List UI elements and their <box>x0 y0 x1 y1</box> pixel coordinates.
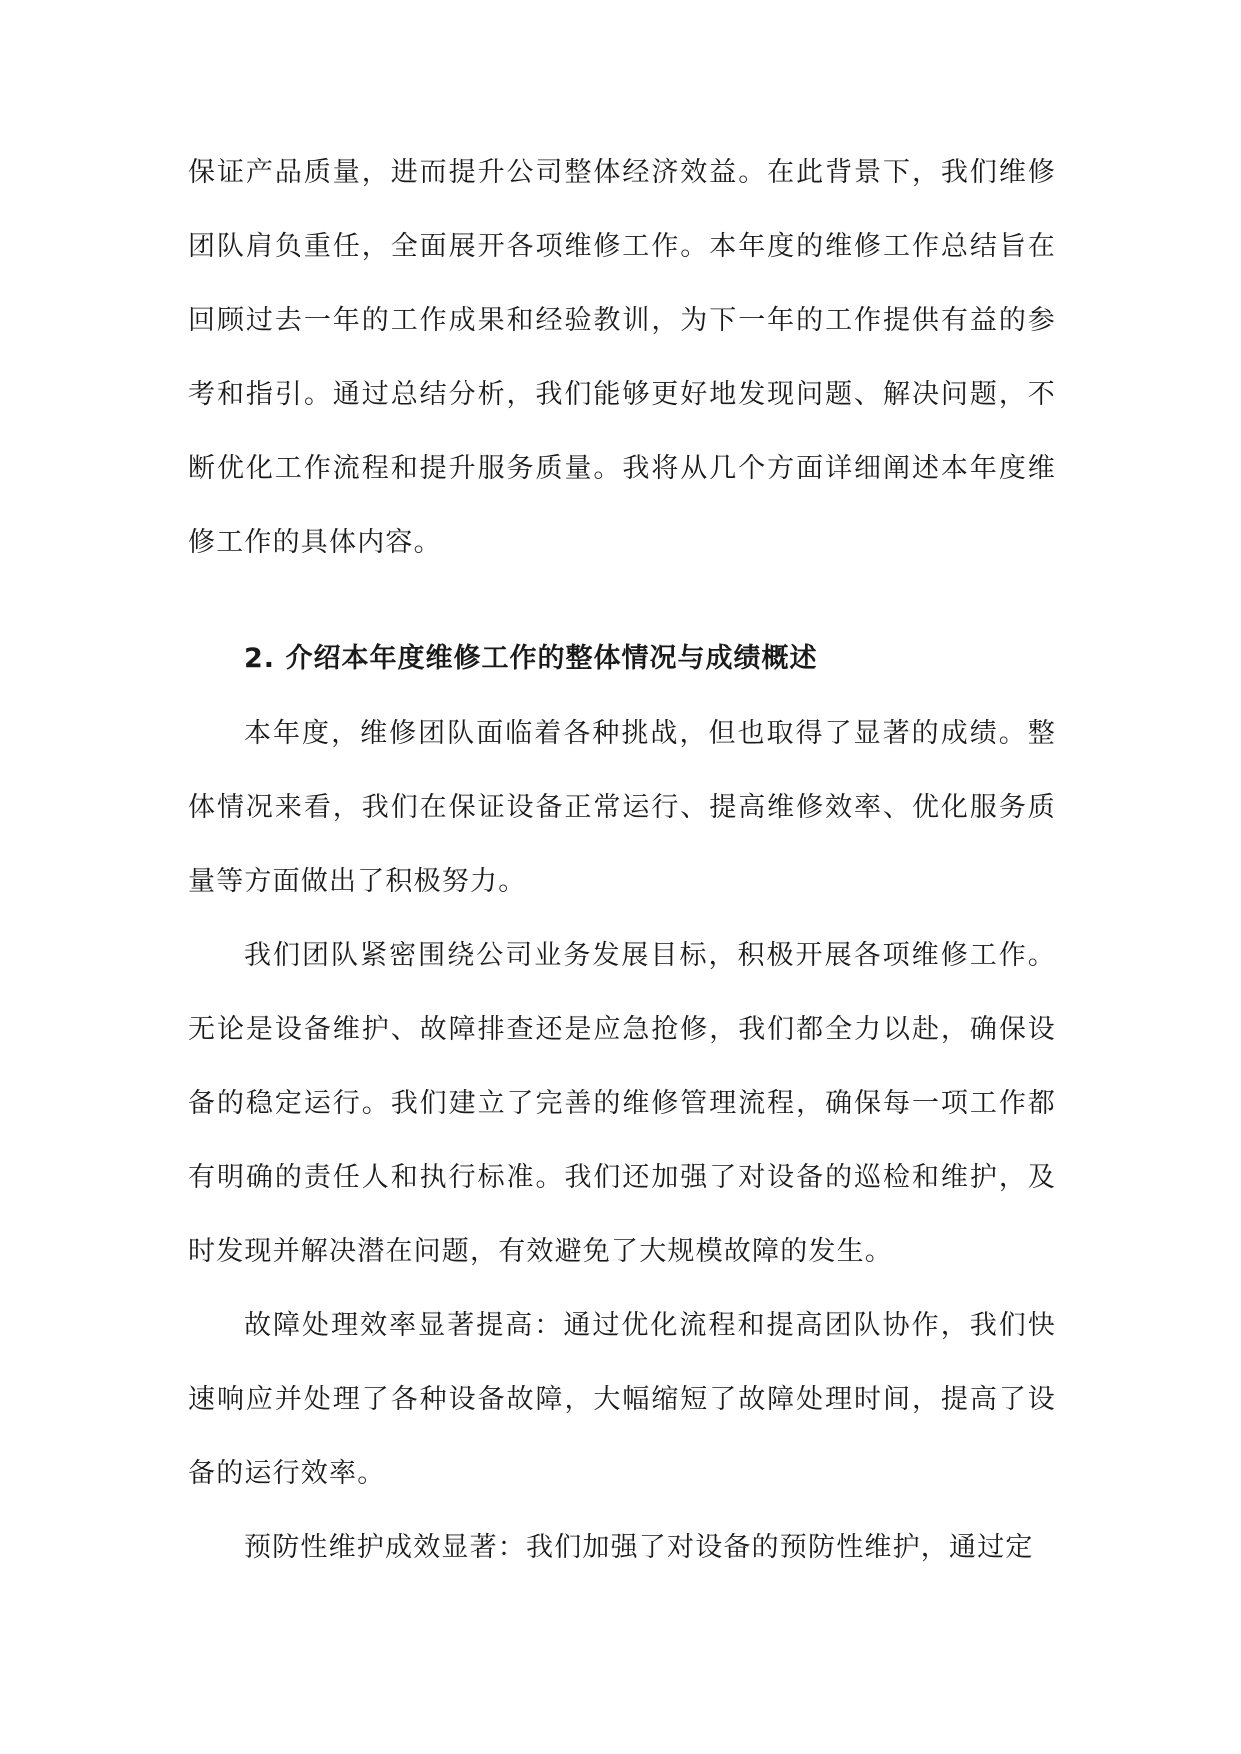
paragraph-prevention: 预防性维护成效显著：我们加强了对设备的预防性维护，通过定 <box>244 1532 1034 1563</box>
paragraph-efficiency: 故障处理效率显著提高：通过优化流程和提高团队协作，我们快速响应并处理了各种设备故障，大幅缩短了故障处理时间，提高了设备的运行效率。 <box>188 1310 1056 1489</box>
paragraph-team-work: 我们团队紧密围绕公司业务发展目标，积极开展各项维修工作。无论是设备维护、故障排查还是应急抢修，我们都全力以赴，确保设备的稳定运行。我们建立了完善的维修管理流程，确保每一项工作都有明确的责任人和执行标准。我们还加强了对设备的巡检和维护，及时发现并解决潜在问题，有效避免了大规模故障的发生。 <box>188 940 1056 1267</box>
paragraph-intro: 保证产品质量，进而提升公司整体经济效益。在此背景下，我们维修团队肩负重任，全面展开各项维修工作。本年度的维修工作总结旨在回顾过去一年的工作成果和经验教训，为下一年的工作提供有益的参考和指引。通过总结分析，我们能够更好地发现问题、解决问题，不断优化工作流程和提升服务质量。我将从几个方面详细阐述本年度维修工作的具体内容。 <box>188 157 1056 558</box>
section-heading: 2. 介绍本年度维修工作的整体情况与成绩概述 <box>244 643 818 674</box>
paragraph-overview: 本年度，维修团队面临着各种挑战，但也取得了显著的成绩。整体情况来看，我们在保证设备正常运行、提高维修效率、优化服务质量等方面做出了积极努力。 <box>188 718 1056 897</box>
